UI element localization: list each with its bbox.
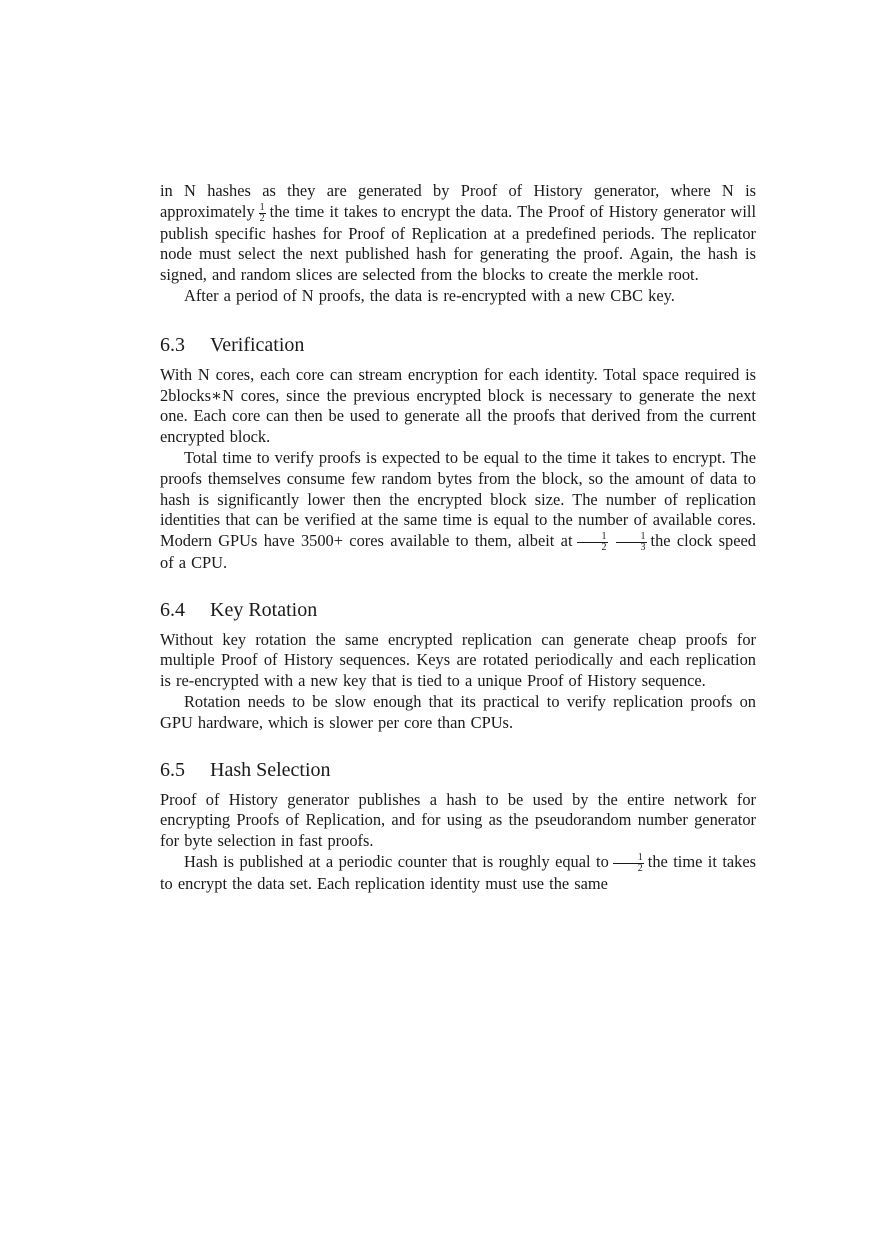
multiply-operator: ∗ <box>211 385 223 405</box>
section-title: Verification <box>210 333 305 356</box>
section-title: Key Rotation <box>210 598 318 621</box>
section-heading-key-rotation <box>160 598 756 622</box>
verification-paragraph-1: With N cores, each core can stream encryption for each identity. Total space required is 2blocks∗N cores, since the previous encrypted block is necessary to generate the next one. Each core can then be used to generate all the proofs that derived from the current encrypted block. <box>160 364 756 447</box>
page-content <box>160 181 756 895</box>
key-rotation-paragraph-2: Rotation needs to be slow enough that its practical to verify replication proofs on GPU hardware, which is slower per core than CPUs. <box>160 692 756 732</box>
section-number: 6.4 <box>160 598 185 621</box>
section-title: Hash Selection <box>210 758 331 781</box>
key-rotation-paragraph-1: Without key rotation the same encrypted replication can generate cheap proofs for multiple Proof of History sequences. Keys are rotated periodically and each replication is re-encrypted with a new key that is tied to a unique Proof of History sequence. <box>160 629 756 691</box>
fraction-one-half: $\frac{1}{2}$ <box>259 201 265 224</box>
section-heading-verification <box>160 333 756 357</box>
fraction-one-half: $\frac{1}{2}$ <box>577 532 608 553</box>
section-heading-hash-selection <box>160 758 756 782</box>
fraction-one-third: $\frac{1}{3}$ <box>616 532 647 553</box>
hash-selection-paragraph-1: Proof of History generator publishes a hash to be used by the entire network for encrypting Proofs of Replication, and for using as the pseudorandom number generator for byte selection in fast proofs. <box>160 789 756 851</box>
continuation-paragraph: in N hashes as they are generated by Proof of History generator, where N is approximately $\frac{1}{2}$ the time it takes to encrypt the data. The Proof of History generator will publish specific hashes for Proof of Replication at a predefined periods. The replicator node must select the next published hash for generating the proof. Again, the hash is signed, and random slices are selected from the blocks to create the merkle root. <box>160 181 756 285</box>
hash-selection-paragraph-2: Hash is published at a periodic counter that is roughly equal to $\frac{1}{2}$ the time it takes to encrypt the data set. Each replication identity must use the same <box>160 851 756 893</box>
section-number: 6.5 <box>160 758 185 781</box>
verification-paragraph-2: Total time to verify proofs is expected to be equal to the time it takes to encrypt. The proofs themselves consume few random bytes from the block, so the amount of data to hash is significantly lower then the encrypted block size. The number of replication identities that can be verified at the same time is equal to the number of available cores. Modern GPUs have 3500+ cores available to them, albeit at $\frac{1}{2}$ $\frac{1}{3}$ the clock speed of a CPU. <box>160 447 756 572</box>
section-number: 6.3 <box>160 333 185 356</box>
continuation-paragraph-2: After a period of N proofs, the data is re-encrypted with a new CBC key. <box>184 285 675 305</box>
fraction-one-half: $\frac{1}{2}$ <box>613 853 644 874</box>
